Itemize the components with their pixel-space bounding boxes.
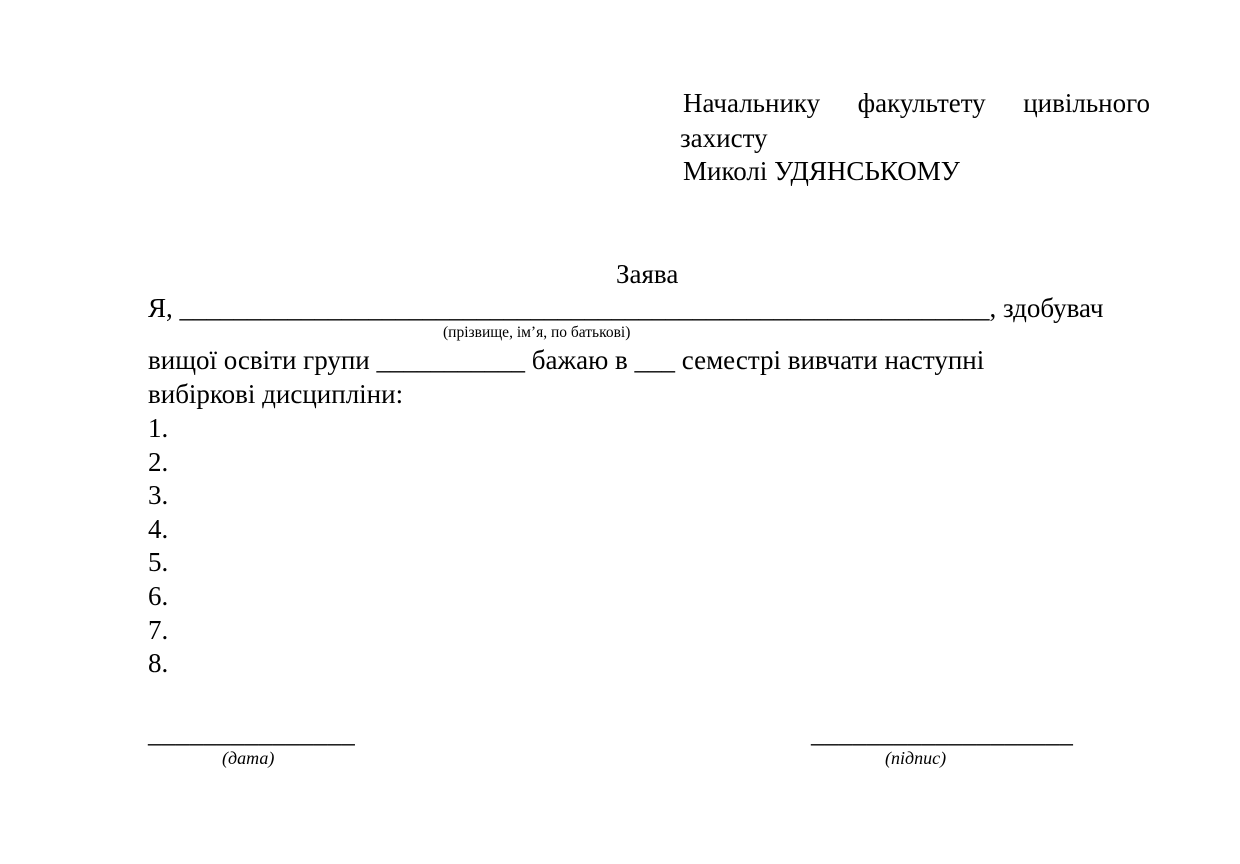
list-item: 8. [148,648,169,678]
addressee-block [680,90,1152,185]
list-item: 1. [148,413,169,443]
addressee-line-2: захисту [680,123,768,153]
list-item: 4. [148,514,169,544]
date-label: (дата) [222,748,275,768]
body-line-3: вибіркові дисципліни: [148,379,404,409]
body-line-2: вищої освіти групи ___________ бажаю в ___ семестрі вивчати наступні [148,345,985,375]
list-item: 2. [148,447,169,477]
list-item: 6. [148,581,169,611]
addressee-word-1: Начальнику [683,88,821,118]
date-line: _______________ [148,718,355,748]
addressee-word-2: факультету [857,88,986,118]
list-item: 7. [148,615,169,645]
addressee-name: Миколі УДЯНСЬКОМУ [683,156,960,186]
signature-label: (підпис) [885,748,947,768]
list-item: 5. [148,547,169,577]
document-title: Заява [616,259,679,289]
signature-line: ___________________ [811,718,1074,748]
name-hint: (прізвище, ім’я, по батькові) [443,324,631,341]
addressee-word-3: цивільного [1023,88,1150,118]
body-line-1: Я, ____________________________________________________________, здобувач [148,293,1104,323]
list-item: 3. [148,480,169,510]
addressee-line-1 [680,90,1150,123]
